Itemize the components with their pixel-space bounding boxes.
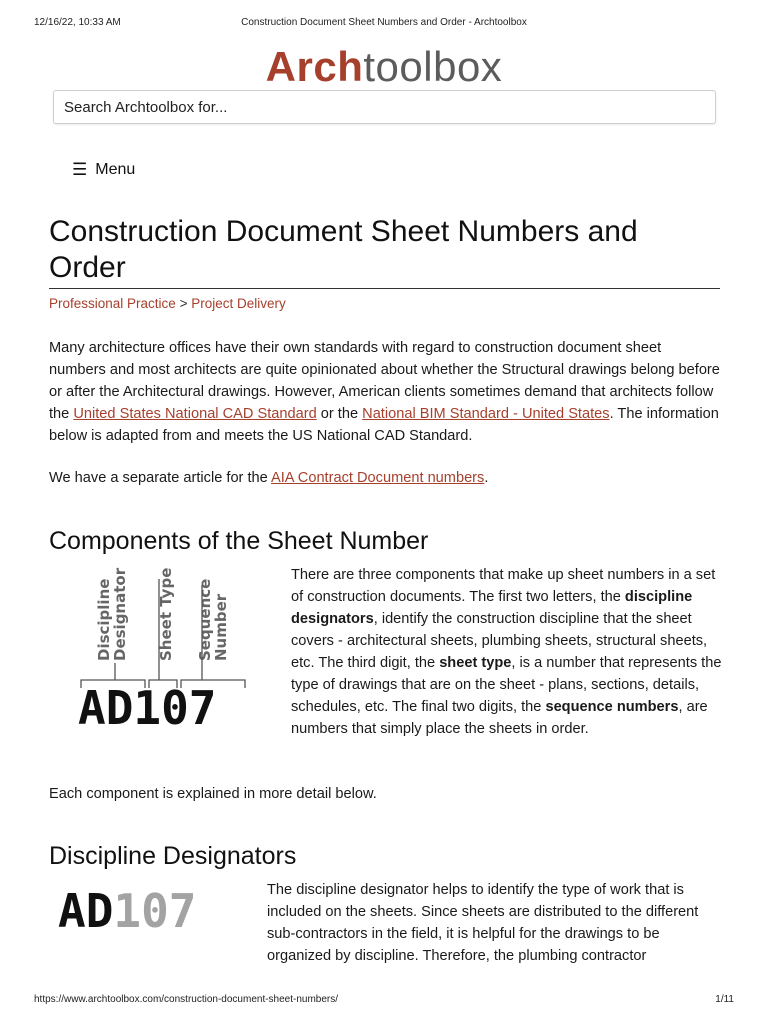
components-text: , is a number that represents the type of drawings that are on the sheet - plans, sections, details, schedules, etc. The final two digits, the <box>291 655 722 715</box>
diagram-brackets <box>72 573 262 688</box>
print-url: https://www.archtoolbox.com/construction-document-sheet-numbers/ <box>34 994 339 1005</box>
search-input[interactable] <box>53 90 716 124</box>
print-datetime: 12/16/22, 10:33 AM <box>34 17 121 28</box>
title-divider <box>49 288 720 289</box>
intro-text: or the <box>316 406 363 422</box>
page-title: Construction Document Sheet Numbers and Order <box>49 215 638 284</box>
national-bim-standard-link[interactable]: National BIM Standard - United States <box>362 406 610 422</box>
discipline-paragraph: The discipline designator helps to identify the type of work that is included on the sheets. Since sheets are distributed to the different sub-contractors in the field, it is helpful for the drawings to be organized by discipline. Therefore, the plumbing contractor <box>267 882 699 964</box>
hamburger-icon: ☰ <box>72 160 88 179</box>
sheet-number-diagram <box>72 567 262 743</box>
diagram-code: AD107 <box>78 681 217 735</box>
print-page-indicator: 1/11 <box>715 994 734 1005</box>
intro-text: Many architecture offices have their own standards with regard to construction document sheet numbers and most architects are quite opinionated about whether the Structural drawings belong before or after the Architectural drawings. However, American clients sometimes demand that architects follow the <box>49 340 720 422</box>
aia-paragraph <box>49 467 721 489</box>
components-paragraph <box>291 564 723 740</box>
menu-button[interactable] <box>72 160 135 180</box>
components-text: , identify the construction discipline that the sheet covers - architectural sheets, plumbing sheets, structural sheets, etc. The third digit, the <box>291 611 708 671</box>
diagram-label-sequence-line1: Sequence <box>196 578 214 661</box>
menu-label: Menu <box>95 161 136 178</box>
aia-text: We have a separate article for the <box>49 470 272 486</box>
components-followup: Each component is explained in more detail below. <box>49 786 377 802</box>
components-heading: Components of the Sheet Number <box>49 527 429 555</box>
diagram-label-sheet-type-line: Sheet Type <box>157 567 175 661</box>
logo-toolbox: toolbox <box>363 43 503 90</box>
national-cad-standard-link[interactable]: United States National CAD Standard <box>73 406 317 422</box>
print-header <box>34 17 734 31</box>
intro-paragraph <box>49 337 721 447</box>
aia-text: . <box>484 470 489 486</box>
term-sheet-type: sheet type <box>439 655 512 671</box>
breadcrumb-professional-practice[interactable]: Professional Practice <box>49 296 176 311</box>
breadcrumb <box>49 296 286 311</box>
components-text: , are numbers that simply place the sheets in order. <box>291 699 708 737</box>
print-footer <box>34 994 734 1008</box>
breadcrumb-separator: > <box>175 296 192 311</box>
site-logo[interactable] <box>0 42 768 92</box>
intro-text: . The information below is adapted from and meets the US National CAD Standard. <box>49 406 719 444</box>
term-discipline-designators: discipline designators <box>291 589 693 627</box>
term-sequence-numbers: sequence numbers <box>545 699 679 715</box>
breadcrumb-project-delivery[interactable]: Project Delivery <box>191 296 286 311</box>
discipline-code-highlight: AD <box>58 884 114 938</box>
logo-arch: Arch <box>265 43 364 90</box>
components-text: There are three components that make up sheet numbers in a set of construction documents. The first two letters, the <box>291 567 716 605</box>
diagram-label-sequence-line2: Number <box>212 593 230 661</box>
discipline-heading: Discipline Designators <box>49 842 297 870</box>
aia-contract-numbers-link[interactable]: AIA Contract Document numbers <box>271 470 485 486</box>
diagram-label-discipline-line1: Discipline <box>95 578 113 661</box>
discipline-code-graphic <box>58 886 196 936</box>
diagram-label-discipline-line2: Designator <box>111 567 129 661</box>
print-page-title: Construction Document Sheet Numbers and Order - Archtoolbox <box>241 17 527 28</box>
discipline-code-rest: 107 <box>113 884 197 938</box>
